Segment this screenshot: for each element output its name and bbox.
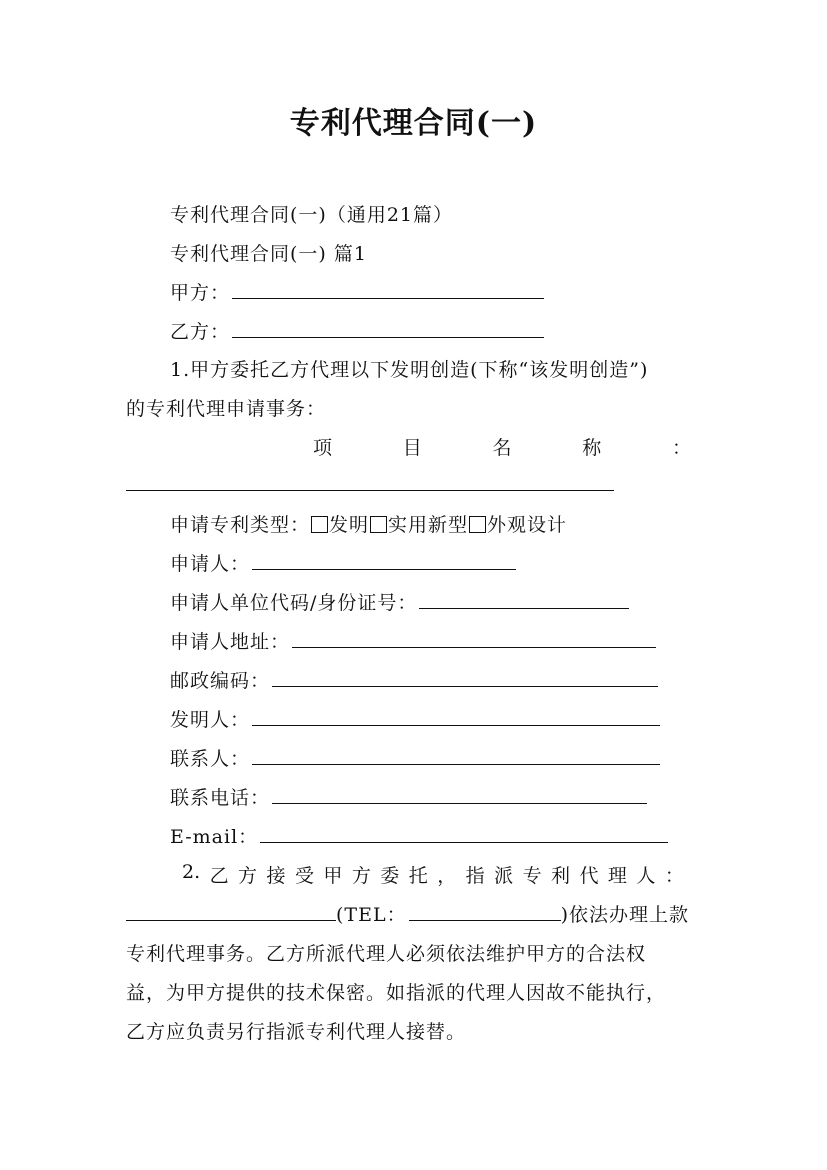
party-a-row [170,278,544,305]
applicant-label: 申请人： [170,553,251,575]
clause1-line2: 的专利代理申请事务： [126,398,327,420]
email-blank [260,824,668,843]
checkbox-design[interactable] [469,516,486,533]
clause2-char: 受 [294,865,314,887]
clause2-line3: 专利代理事务。乙方所派代理人必须依法维护甲方的合法权 [126,943,647,965]
applicant-address-label: 申请人地址： [170,631,291,653]
document-title: 专利代理合同(一) [289,106,538,141]
project-name-char: 名 [492,437,512,459]
clause2-char: ： [664,865,684,887]
clause2-char: ， [437,865,457,887]
option-design: 外观设计 [487,514,568,536]
clause2-char: 托 [408,865,428,887]
checkbox-invention[interactable] [311,516,328,533]
tel-open: (TEL： [336,904,407,926]
clause2-char: 利 [551,865,571,887]
clause2-char: 乙 [209,865,229,887]
tel-close: )依法办理上款 [560,904,689,926]
clause2-char: 理 [607,865,627,887]
project-name-label [313,433,691,460]
party-a-blank [232,280,544,299]
party-a-label: 甲方： [170,282,231,304]
article-heading: 专利代理合同(一) 篇1 [170,243,367,265]
clause2-char: 接 [266,865,286,887]
email-label: E-mail： [170,826,259,848]
clause2-line4: 益，为甲方提供的技术保密。如指派的代理人因故不能执行， [126,982,667,1004]
party-b-blank [232,319,544,338]
party-b-label: 乙方： [170,321,231,343]
clause1-line1: 1.甲方委托乙方代理以下发明创造(下称“该发明创造”) [170,359,649,381]
clause2-char: 方 [351,865,371,887]
clause2-line5: 乙方应负责另行指派专利代理人接替。 [126,1021,467,1043]
patent-type-label: 申请专利类型： [170,514,311,536]
option-invention: 发明 [329,514,370,536]
postal-code-row [170,666,658,693]
project-name-char: 项 [313,437,333,459]
inventor-label: 发明人： [170,709,251,731]
tel-blank [409,902,561,921]
applicant-address-row [170,627,656,654]
option-utility-model: 实用新型 [388,514,469,536]
document-subtitle: 专利代理合同(一)（通用21篇） [170,204,454,226]
contact-label: 联系人： [170,748,251,770]
project-name-blank [126,490,614,491]
email-row [170,822,668,849]
postal-code-blank [272,668,658,687]
applicant-blank [252,551,516,570]
applicant-row [170,549,516,576]
inventor-row [170,705,660,732]
clause2-char: 专 [522,865,542,887]
contact-phone-blank [272,785,647,804]
project-name-char: 目 [402,437,422,459]
agent-name-blank [126,902,336,921]
party-b-row [170,317,544,344]
clause2-char: 2. [182,861,201,883]
postal-code-label: 邮政编码： [170,670,271,692]
clause2-char: 指 [465,865,485,887]
checkbox-utility-model[interactable] [370,516,387,533]
clause2-char: 人 [636,865,656,887]
applicant-id-blank [419,590,629,609]
contact-phone-label: 联系电话： [170,787,271,809]
clause2-char: 派 [494,865,514,887]
project-name-char: ： [671,437,691,459]
inventor-blank [252,707,660,726]
contact-blank [252,746,660,765]
contact-row [170,744,660,771]
patent-type-row [170,510,567,537]
clause2-char: 方 [238,865,258,887]
applicant-id-label: 申请人单位代码/身份证号： [170,592,418,614]
contact-phone-row [170,783,647,810]
clause2-char: 委 [380,865,400,887]
clause2-line2 [126,900,689,927]
clause2-char: 甲 [323,865,343,887]
applicant-id-row [170,588,629,615]
project-name-char: 称 [582,437,602,459]
applicant-address-blank [292,629,656,648]
clause2-char: 代 [579,865,599,887]
clause2-line1 [182,861,684,888]
